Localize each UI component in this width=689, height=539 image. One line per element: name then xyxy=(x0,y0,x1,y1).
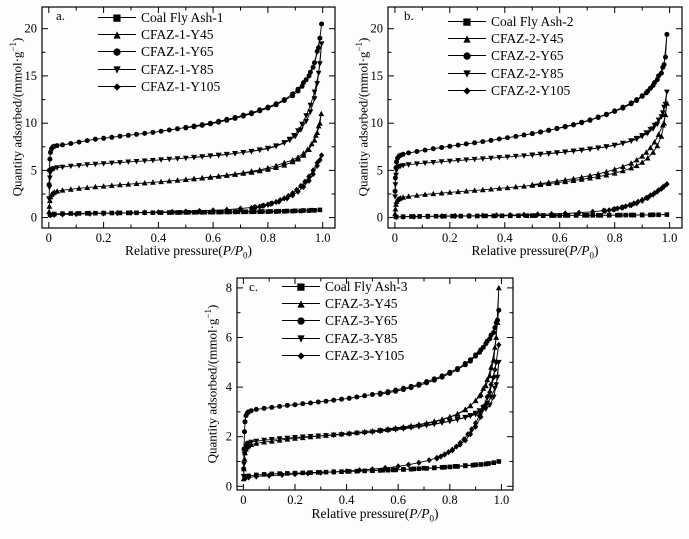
x-axis-label-text: Relative pressure( xyxy=(471,243,570,258)
x-axis-label-italic: P/P xyxy=(409,506,430,521)
legend-marker-square-icon: ■ xyxy=(282,281,320,293)
svg-text:0.6: 0.6 xyxy=(205,231,221,245)
legend-item xyxy=(448,13,574,30)
panel-letter-c: c. xyxy=(249,279,259,294)
svg-text:0.4: 0.4 xyxy=(496,231,513,245)
svg-text:0.8: 0.8 xyxy=(606,231,623,245)
legend-item-label: CFAZ-1-Y45 xyxy=(141,26,214,42)
legend-marker-circle-icon: ● xyxy=(282,315,320,327)
svg-text:0.8: 0.8 xyxy=(441,493,458,507)
svg-text:2: 2 xyxy=(225,429,232,444)
legend-item-label: CFAZ-3-Y65 xyxy=(325,313,398,329)
legend-marker-triangle-down-icon: ▼ xyxy=(448,68,486,80)
y-axis-label-sup: −1 xyxy=(354,42,364,52)
svg-text:5: 5 xyxy=(376,163,383,178)
legend-item-label: Coal Fly Ash-2 xyxy=(491,13,574,29)
y-axis-label-b xyxy=(351,0,371,237)
y-axis-label-c xyxy=(200,264,220,504)
legend-a xyxy=(98,9,224,95)
panel-b xyxy=(345,0,689,268)
legend-item xyxy=(282,278,408,295)
x-axis-label-sub: 0 xyxy=(429,513,435,524)
svg-text:1.0: 1.0 xyxy=(493,493,510,507)
legend-item-label: CFAZ-3-Y105 xyxy=(325,347,405,363)
legend-item xyxy=(98,78,224,95)
svg-text:0.2: 0.2 xyxy=(287,493,303,507)
svg-text:20: 20 xyxy=(370,21,383,36)
y-axis-label-a xyxy=(5,0,25,237)
svg-text:0: 0 xyxy=(225,479,232,494)
legend-marker-circle-icon: ● xyxy=(448,50,486,62)
y-axis-label-sup: −1 xyxy=(8,42,18,52)
legend-item xyxy=(98,26,224,43)
legend-item-label: CFAZ-3-Y45 xyxy=(325,295,398,311)
legend-item xyxy=(282,295,408,312)
x-axis-label-text: Relative pressure( xyxy=(311,506,410,521)
svg-text:0: 0 xyxy=(376,210,383,225)
y-axis-label-text: Quantity adsorbed/(mmol·g xyxy=(204,318,220,464)
x-axis-label-c xyxy=(237,506,513,524)
legend-item-label: Coal Fly Ash-3 xyxy=(325,278,408,294)
legend-item xyxy=(448,82,574,99)
svg-text:0: 0 xyxy=(240,493,247,507)
y-axis-label-text: Quantity adsorbed/(mmol·g xyxy=(9,51,25,197)
panel-a xyxy=(0,0,345,268)
y-axis-label-suffix: ) xyxy=(204,304,220,309)
x-axis-label-sub: 0 xyxy=(589,250,595,261)
panel-letter-a: a. xyxy=(56,8,66,23)
legend-item-label: CFAZ-2-Y65 xyxy=(491,48,564,64)
legend-item-label: CFAZ-2-Y105 xyxy=(491,82,571,98)
svg-text:4: 4 xyxy=(225,380,232,395)
legend-marker-diamond-icon: ◆ xyxy=(282,350,320,362)
panel-c xyxy=(150,270,540,539)
svg-text:15: 15 xyxy=(24,68,37,83)
legend-marker-square-icon: ■ xyxy=(98,12,136,24)
x-axis-label-suffix: ) xyxy=(594,243,599,258)
svg-text:10: 10 xyxy=(24,116,37,131)
legend-marker-triangle-up-icon: ▲ xyxy=(98,29,136,41)
legend-item xyxy=(98,9,224,26)
legend-marker-square-icon: ■ xyxy=(448,16,486,28)
legend-marker-diamond-icon: ◆ xyxy=(98,81,136,93)
svg-text:8: 8 xyxy=(225,280,232,295)
svg-text:1.0: 1.0 xyxy=(661,231,678,245)
legend-marker-circle-icon: ● xyxy=(98,46,136,58)
legend-item-label: CFAZ-1-Y65 xyxy=(141,44,214,60)
svg-text:1.0: 1.0 xyxy=(314,231,331,245)
svg-text:0.4: 0.4 xyxy=(338,493,355,507)
svg-text:0.2: 0.2 xyxy=(441,231,458,245)
svg-text:6: 6 xyxy=(225,330,232,345)
legend-item xyxy=(448,65,574,82)
legend-item-label: Coal Fly Ash-1 xyxy=(141,9,224,25)
legend-item xyxy=(282,347,408,364)
svg-text:0.2: 0.2 xyxy=(95,231,112,245)
legend-marker-triangle-down-icon: ▼ xyxy=(282,333,320,345)
y-axis-label-suffix: ) xyxy=(355,37,371,42)
legend-item xyxy=(448,30,574,47)
svg-text:0: 0 xyxy=(30,210,37,225)
legend-b xyxy=(448,13,574,99)
legend-marker-triangle-up-icon: ▲ xyxy=(282,298,320,310)
legend-marker-triangle-down-icon: ▼ xyxy=(98,64,136,76)
svg-text:0.6: 0.6 xyxy=(551,231,568,245)
svg-text:0: 0 xyxy=(45,231,52,245)
legend-item-label: CFAZ-2-Y85 xyxy=(491,65,564,81)
x-axis-label-suffix: ) xyxy=(434,506,439,521)
legend-marker-triangle-up-icon: ▲ xyxy=(448,33,486,45)
legend-item xyxy=(98,61,224,78)
legend-item xyxy=(282,330,408,347)
svg-text:5: 5 xyxy=(30,163,37,178)
legend-item xyxy=(282,313,408,330)
svg-text:20: 20 xyxy=(24,21,37,36)
legend-marker-diamond-icon: ◆ xyxy=(448,85,486,97)
x-axis-label-italic: P/P xyxy=(222,243,244,258)
legend-item-label: CFAZ-2-Y45 xyxy=(491,30,564,46)
svg-text:15: 15 xyxy=(370,68,383,83)
legend-item-label: CFAZ-1-Y105 xyxy=(141,78,221,94)
x-axis-label-a xyxy=(42,243,335,261)
y-axis-label-text: Quantity adsorbed/(mmol·g xyxy=(355,51,371,197)
svg-text:10: 10 xyxy=(370,116,383,131)
legend-item xyxy=(448,48,574,65)
x-axis-label-italic: P/P xyxy=(569,243,590,258)
panel-letter-b: b. xyxy=(404,8,414,23)
legend-item-label: CFAZ-1-Y85 xyxy=(141,61,214,77)
y-axis-label-sup: −1 xyxy=(203,309,213,319)
svg-text:0.4: 0.4 xyxy=(150,231,167,245)
legend-item-label: CFAZ-3-Y85 xyxy=(325,330,398,346)
svg-text:0: 0 xyxy=(391,231,399,245)
svg-text:0.8: 0.8 xyxy=(260,231,276,245)
y-axis-label-suffix: ) xyxy=(9,37,25,42)
x-axis-label-suffix: ) xyxy=(247,243,253,258)
legend-item xyxy=(98,44,224,61)
x-axis-label-b xyxy=(388,243,682,261)
legend-c xyxy=(282,278,408,364)
svg-text:0.6: 0.6 xyxy=(390,493,407,507)
x-axis-label-sub: 0 xyxy=(243,250,248,261)
x-axis-label-text: Relative pressure( xyxy=(124,243,223,258)
